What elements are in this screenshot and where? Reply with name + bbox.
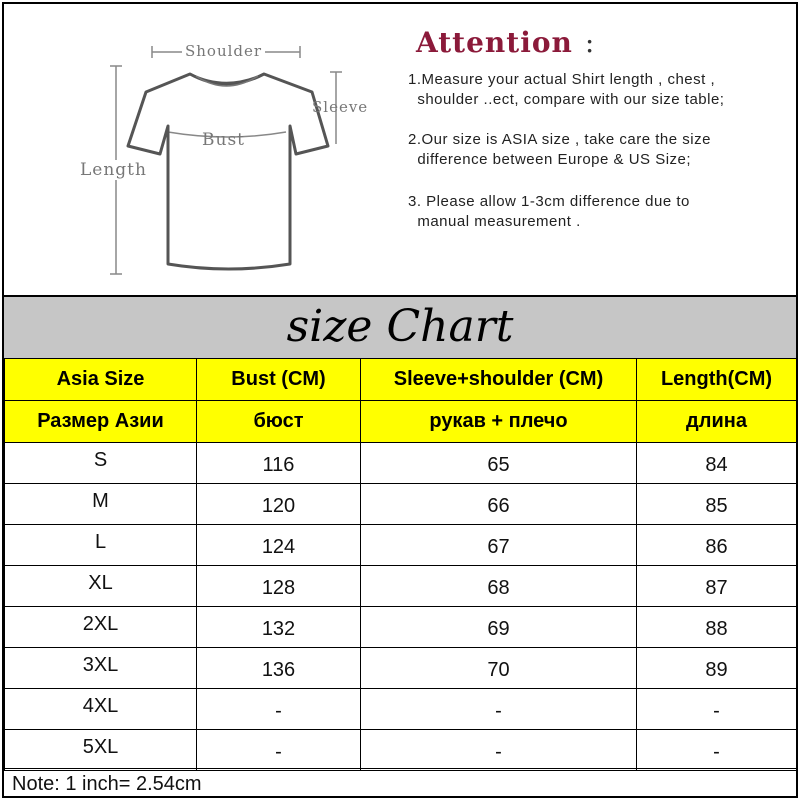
table-row — [5, 607, 797, 648]
attention-colon: : — [584, 26, 596, 59]
length-cell: 85 — [637, 484, 797, 525]
length-label: Length — [80, 160, 147, 180]
footer-note — [4, 768, 796, 800]
bust-cell: 116 — [197, 443, 361, 484]
bust-cell: - — [197, 730, 361, 771]
size-cell: M — [5, 484, 197, 525]
length-cell: 87 — [637, 566, 797, 607]
bust-cell: 128 — [197, 566, 361, 607]
attention-note-2: 2.Our size is ASIA size , take care the size difference between Europe & US Size; — [408, 131, 711, 168]
sleeve-shoulder-cell: - — [361, 689, 637, 730]
table-row — [5, 689, 797, 730]
inch-conversion-note: Note: 1 inch= 2.54cm — [12, 773, 202, 795]
table-row — [5, 566, 797, 607]
table-row — [5, 648, 797, 689]
sleeve-shoulder-cell: 65 — [361, 443, 637, 484]
table-row — [5, 443, 797, 484]
bust-cell: 120 — [197, 484, 361, 525]
table-row — [5, 484, 797, 525]
table-row — [5, 730, 797, 771]
size-chart-table — [4, 358, 797, 771]
header-cell: рукав + плечо — [361, 401, 637, 443]
attention-title: Attention — [416, 26, 573, 59]
header-row-english — [5, 359, 797, 401]
bust-cell: 136 — [197, 648, 361, 689]
sleeve-shoulder-cell: 70 — [361, 648, 637, 689]
sleeve-shoulder-cell: 67 — [361, 525, 637, 566]
sleeve-shoulder-cell: 66 — [361, 484, 637, 525]
header-cell: Sleeve+shoulder (CM) — [361, 359, 637, 401]
header-cell: Length(CM) — [637, 359, 797, 401]
length-cell: 89 — [637, 648, 797, 689]
sleeve-label: Sleeve — [312, 98, 369, 116]
length-cell: - — [637, 689, 797, 730]
size-chart-title: size Chart — [286, 301, 514, 352]
size-cell: 3XL — [5, 648, 197, 689]
header-row-russian — [5, 401, 797, 443]
tshirt-diagram — [64, 34, 394, 284]
header-cell: Размер Азии — [5, 401, 197, 443]
length-cell: 88 — [637, 607, 797, 648]
size-cell: S — [5, 443, 197, 484]
shoulder-label: Shoulder — [182, 42, 265, 60]
size-cell: 2XL — [5, 607, 197, 648]
bust-cell: - — [197, 689, 361, 730]
tshirt-icon — [64, 34, 394, 284]
size-chart-title-bar — [4, 295, 796, 358]
size-guide-frame — [2, 2, 798, 798]
length-cell: - — [637, 730, 797, 771]
attention-heading — [416, 26, 595, 59]
attention-note-3: 3. Please allow 1-3cm difference due to manual measurement . — [408, 193, 690, 230]
length-cell: 86 — [637, 525, 797, 566]
header-cell: длина — [637, 401, 797, 443]
bust-cell: 132 — [197, 607, 361, 648]
size-cell: 4XL — [5, 689, 197, 730]
table-row — [5, 525, 797, 566]
header-cell: Bust (CM) — [197, 359, 361, 401]
length-cell: 84 — [637, 443, 797, 484]
sleeve-shoulder-cell: 69 — [361, 607, 637, 648]
bust-cell: 124 — [197, 525, 361, 566]
size-cell: XL — [5, 566, 197, 607]
size-cell: 5XL — [5, 730, 197, 771]
attention-note-1: 1.Measure your actual Shirt length , chest , shoulder ..ect, compare with our size table; — [408, 71, 725, 108]
size-cell: L — [5, 525, 197, 566]
sleeve-shoulder-cell: 68 — [361, 566, 637, 607]
header-cell: бюст — [197, 401, 361, 443]
sleeve-shoulder-cell: - — [361, 730, 637, 771]
header-cell: Asia Size — [5, 359, 197, 401]
measurement-guide — [4, 4, 796, 294]
bust-label: Bust — [202, 130, 245, 150]
